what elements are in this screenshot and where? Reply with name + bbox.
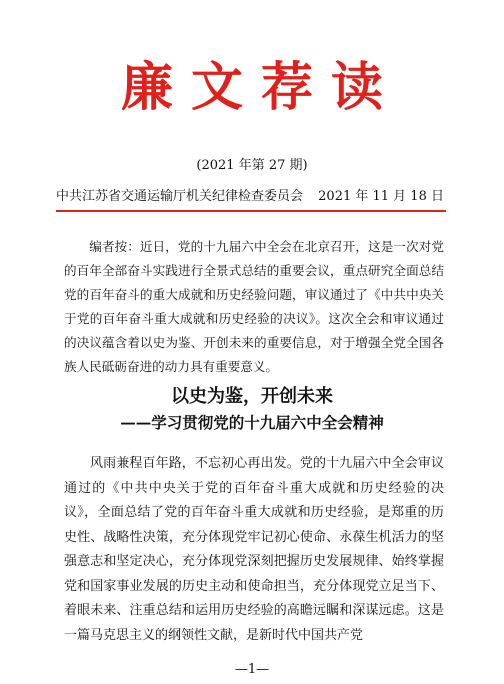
- red-divider: [56, 210, 446, 212]
- masthead-title: 廉文荐读: [120, 57, 401, 118]
- article-title: 以史为鉴，开创未来: [171, 386, 333, 407]
- issue-number: (2021 年第 27 期): [196, 158, 308, 173]
- article-body: 风雨兼程百年路，不忘初心再出发。党的十九届六中全会审议通过的《中共中央关于党的百年奋斗重大成就和历史经验的决议》，全面总结了党的百年奋斗重大成就和历史经验，是郑重的历史性、战略性决策，充分体现党牢记初心使命、永葆生机活力的坚强意志和坚定决心，充分体现党深刻把握历史发展规律、始终掌握党和国家事业发展的历史主动和使命担当，充分体现党立足当下、着眼未来、注重总结和运用历史经验的高瞻远瞩和深谋远虑。这是一篇马克思主义的纲领性文献，是新时代中国共产党: [64, 456, 444, 643]
- issue-date: 2021 年 11 月 18 日: [318, 189, 444, 204]
- editor-note: 编者按：近日，党的十九届六中全会在北京召开，这是一次对党的百年全部奋斗实践进行全景式总结的重要会议，重点研究全面总结党的百年奋斗的重大成就和历史经验问题，审议通过了《中共中央关于党的百年奋斗重大成就和历史经验的决议》。这次全会和审议通过的决议蕴含着以史为鉴、开创未来的重要信息，对于增强全党全国各族人民砥砺奋进的动力具有重要意义。: [64, 239, 444, 374]
- issuing-organization: 中共江苏省交通运输厅机关纪律检查委员会: [56, 189, 304, 204]
- article-subtitle: ——学习贯彻党的十九届六中全会精神: [120, 413, 384, 432]
- page-number: —1—: [234, 662, 270, 677]
